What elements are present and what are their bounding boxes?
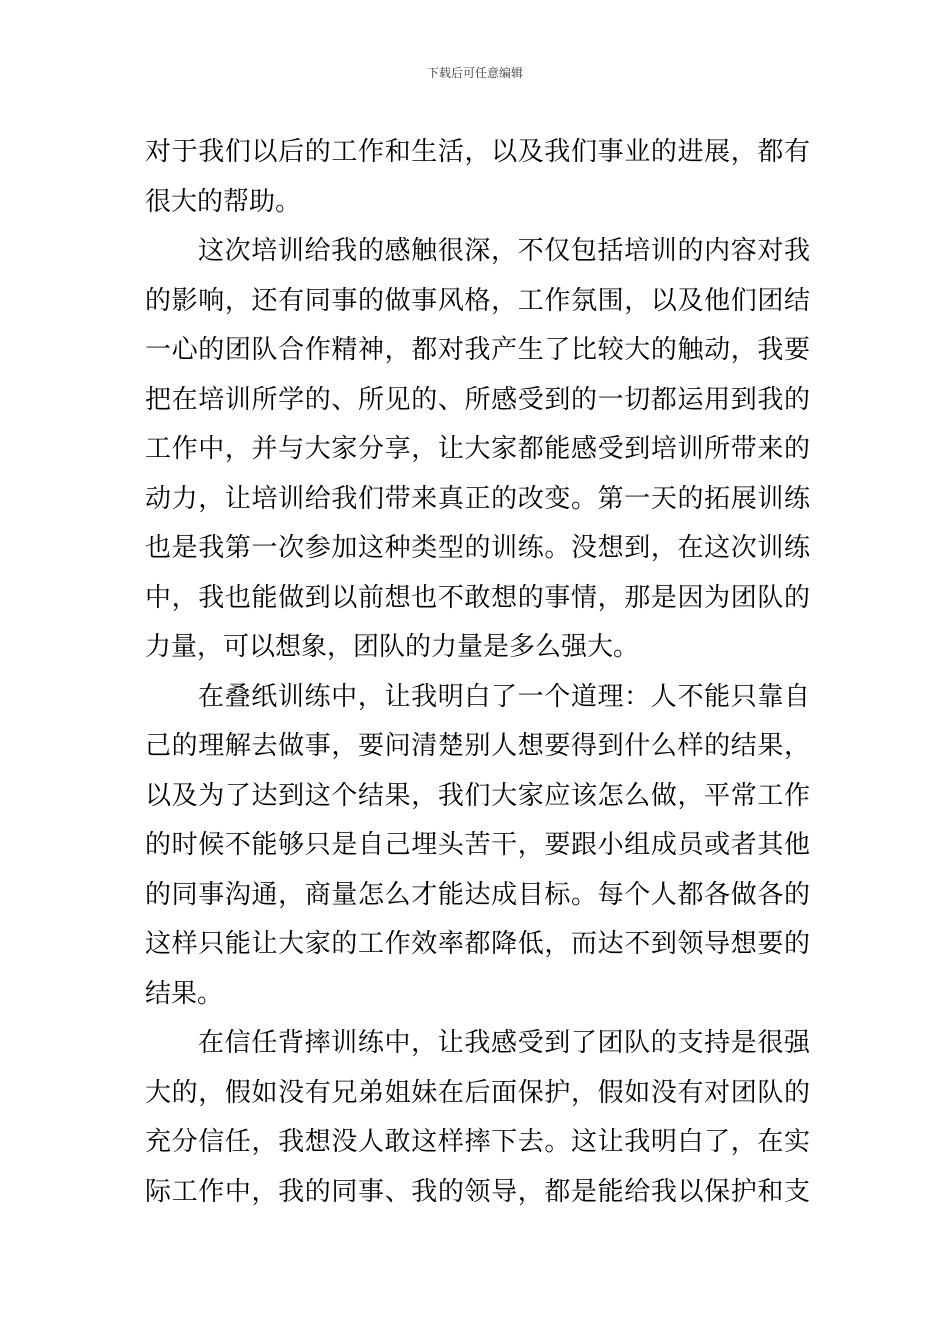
text-line: 中，我也能做到以前想也不敢想的事情，那是因为团队的 [145, 582, 810, 613]
text-line: 的影响，还有同事的做事风格，工作氛围，以及他们团结 [145, 285, 810, 316]
text-line: 这样只能让大家的工作效率都降低，而达不到领导想要的 [145, 929, 810, 959]
text-line: 也是我第一次参加这种类型的训练。没想到，在这次训练 [145, 533, 810, 563]
text-line: 的同事沟通，商量怎么才能达成目标。每个人都各做各的 [145, 879, 810, 910]
text-line: 很大的帮助。 [145, 186, 302, 217]
page-header: 下载后可任意编辑 [426, 66, 523, 80]
text-line: 动力，让培训给我们带来真正的改变。第一天的拓展训练 [145, 483, 810, 514]
text-line: 把在培训所学的、所见的、所感受到的一切都运用到我的 [145, 384, 810, 415]
paragraph [145, 1019, 810, 1217]
text-line: 在信任背摔训练中，让我感受到了团队的支持是很强 [198, 1028, 810, 1058]
document-body [145, 128, 810, 1217]
text-line: 工作中，并与大家分享，让大家都能感受到培训所带来的 [145, 434, 810, 464]
text-line: 以及为了达到这个结果，我们大家应该怎么做，平常工作 [145, 780, 810, 811]
paragraph [145, 673, 810, 1020]
paragraph [145, 128, 810, 227]
text-line: 这次培训给我的感触很深，不仅包括培训的内容对我 [198, 236, 810, 266]
text-line: 一心的团队合作精神，都对我产生了比较大的触动，我要 [145, 335, 810, 365]
text-line: 际工作中，我的同事、我的领导，都是能给我以保护和支 [145, 1176, 810, 1207]
paragraph [145, 227, 810, 673]
text-line: 己的理解去做事，要问清楚别人想要得到什么样的结果， [145, 731, 810, 761]
text-line: 的时候不能够只是自己埋头苦干，要跟小组成员或者其他 [145, 830, 810, 860]
text-line: 结果。 [145, 978, 224, 1009]
text-line: 力量，可以想象，团队的力量是多么强大。 [145, 632, 640, 662]
text-line: 充分信任，我想没人敢这样摔下去。这让我明白了，在实 [145, 1127, 810, 1157]
text-line: 大的，假如没有兄弟姐妹在后面保护，假如没有对团队的 [145, 1077, 810, 1108]
text-line: 在叠纸训练中，让我明白了一个道理：人不能只靠自 [198, 681, 810, 712]
text-line: 对于我们以后的工作和生活，以及我们事业的进展，都有 [145, 137, 810, 167]
